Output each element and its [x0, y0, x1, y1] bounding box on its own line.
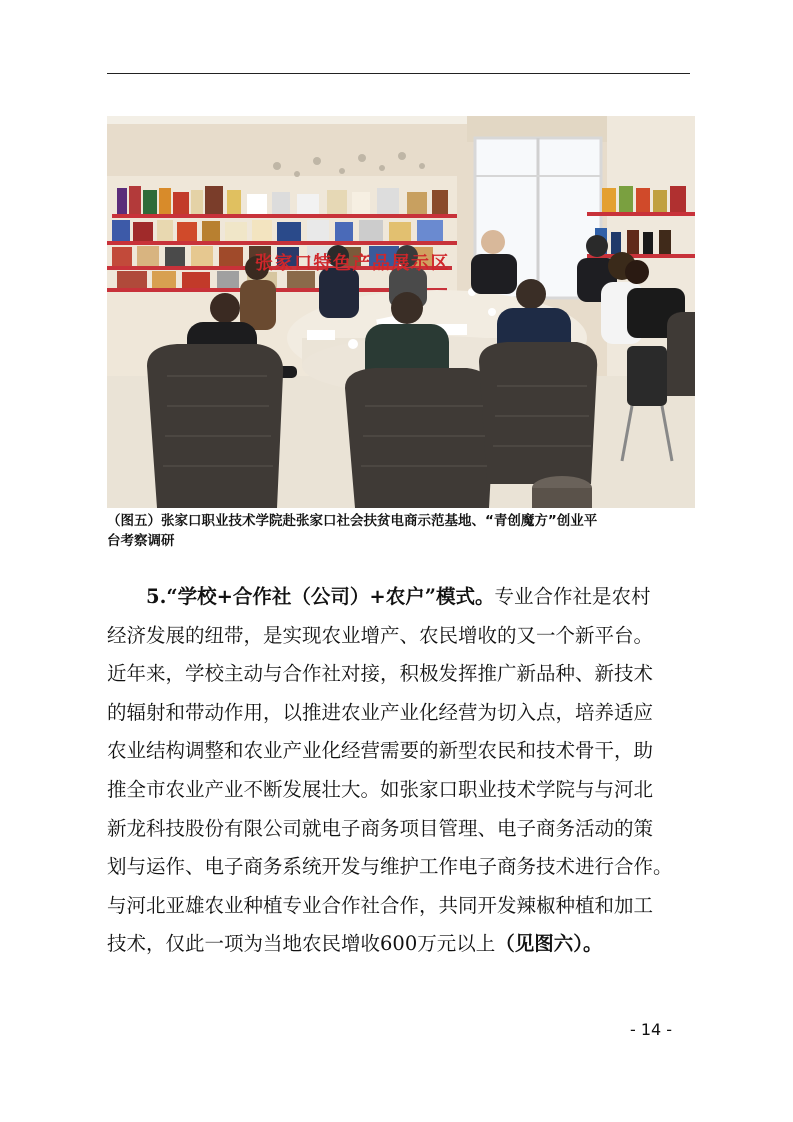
shop-sign-text: 张家口特色产品展示区: [255, 253, 450, 274]
paragraph-line: 农业结构调整和农业产业化经营需要的新型农民和技术骨干，助: [107, 739, 654, 763]
paragraph-line: 技术，仅此一项为当地农民增收600万元以上（见图六）。: [107, 932, 603, 956]
paragraph-line: 经济发展的纽带，是实现农业增产、农民增收的又一个新平台。: [107, 623, 654, 647]
paragraph-line: 的辐射和带动作用，以推进农业产业化经营为切入点，培养适应: [107, 700, 654, 724]
section-heading: 5.“学校+合作社（公司）+农户”模式。: [146, 585, 495, 608]
paragraph-line: 新龙科技股份有限公司就电子商务项目管理、电子商务活动的策: [107, 816, 654, 840]
caption-line-2: 台考察调研: [107, 533, 175, 549]
header-rule: [107, 73, 690, 74]
meeting-photo: [107, 116, 695, 508]
figure-caption: [107, 511, 697, 551]
paragraph-line: 划与运作、电子商务系统开发与维护工作电子商务技术进行合作。: [107, 855, 673, 879]
caption-line-1: （图五）张家口职业技术学院赴张家口社会扶贫电商示范基地、“青创魔方”创业平: [107, 513, 598, 529]
paragraph-line: 推全市农业产业不断发展壮大。如张家口职业技术学院与与河北: [107, 777, 654, 801]
paragraph-line: 与河北亚雄农业种植专业合作社合作，共同开发辣椒种植和加工: [107, 893, 654, 917]
body-paragraph: [107, 578, 697, 964]
paragraph-line: 近年来，学校主动与合作社对接，积极发挥推广新品种、新技术: [107, 662, 654, 686]
figure-reference: （见图六）。: [495, 932, 603, 956]
page-number: - 14 -: [630, 1020, 673, 1039]
photo-illustration: [107, 116, 695, 508]
paragraph-line: 5.“学校+合作社（公司）+农户”模式。专业合作社是农村: [146, 585, 651, 608]
